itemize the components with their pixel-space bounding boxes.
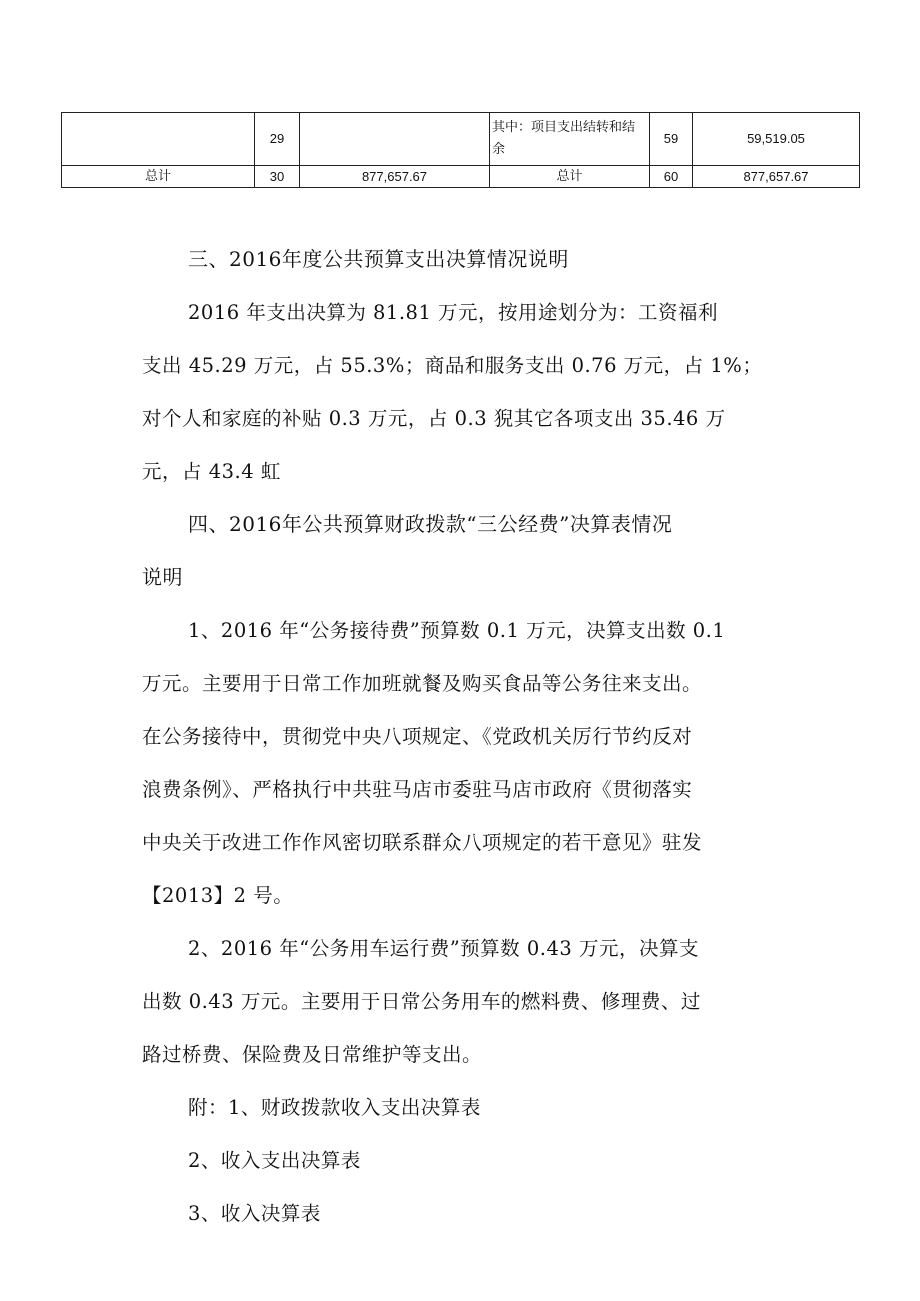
- row-number-left: 30: [255, 166, 300, 188]
- row-value-right: 877,657.67: [693, 166, 860, 188]
- row-label-left: [62, 113, 255, 166]
- table-row: [62, 113, 860, 166]
- row-number-right: 59: [650, 113, 693, 166]
- row-label-right: 其中：项目支出结转和结余: [490, 113, 650, 166]
- section4-heading: 四、2016年公共预算财政拨款“三公经费”决算表情况: [188, 512, 673, 536]
- attachment-item: 附：1、财政拨款收入支出决算表: [188, 1096, 481, 1119]
- row-value-left: [300, 113, 490, 166]
- paragraph-line: 【2013】2 号。: [142, 884, 294, 907]
- paragraph-line: 对个人和家庭的补贴 0.3 万元，占 0.3 猊其它各项支出 35.46 万: [142, 407, 726, 430]
- row-label-right: 总计: [490, 166, 650, 188]
- paragraph-line: 万元。主要用于日常工作加班就餐及购买食品等公务往来支出。: [142, 672, 703, 695]
- section3-heading: 三、2016年度公共预算支出决算情况说明: [188, 247, 569, 271]
- paragraph-line: 2016 年支出决算为 81.81 万元，按用途划分为：工资福利: [188, 301, 719, 324]
- attachment-item: 2、收入支出决算表: [188, 1149, 361, 1172]
- paragraph-line: 元，占 43.4 虹: [142, 460, 281, 483]
- row-number-left: 29: [255, 113, 300, 166]
- section4-heading-cont: 说明: [142, 565, 183, 589]
- document-body: [142, 233, 788, 1240]
- paragraph-line: 1、2016 年“公务接待费”预算数 0.1 万元，决算支出数 0.1: [188, 619, 726, 642]
- paragraph-line: 支出 45.29 万元，占 55.3%；商品和服务支出 0.76 万元，占 1%；: [142, 354, 763, 377]
- paragraph-line: 浪费条例》、严格执行中共驻马店市委驻马店市政府《贯彻落实: [142, 778, 693, 801]
- row-value-right: 59,519.05: [693, 113, 860, 166]
- paragraph-line: 在公务接待中，贯彻党中央八项规定、《党政机关厉行节约反对: [142, 725, 693, 748]
- paragraph-line: 中央关于改进工作作风密切联系群众八项规定的若干意见》驻发: [142, 831, 703, 854]
- table-row: [62, 166, 860, 188]
- paragraph-line: 出数 0.43 万元。主要用于日常公务用车的燃料费、修理费、过: [142, 990, 701, 1013]
- row-label-left: 总计: [62, 166, 255, 188]
- row-value-left: 877,657.67: [300, 166, 490, 188]
- budget-summary-table: [61, 112, 860, 188]
- attachment-item: 3、收入决算表: [188, 1202, 321, 1225]
- paragraph-line: 路过桥费、保险费及日常维护等支出。: [142, 1043, 483, 1066]
- row-number-right: 60: [650, 166, 693, 188]
- paragraph-line: 2、2016 年“公务用车运行费”预算数 0.43 万元，决算支: [188, 937, 699, 960]
